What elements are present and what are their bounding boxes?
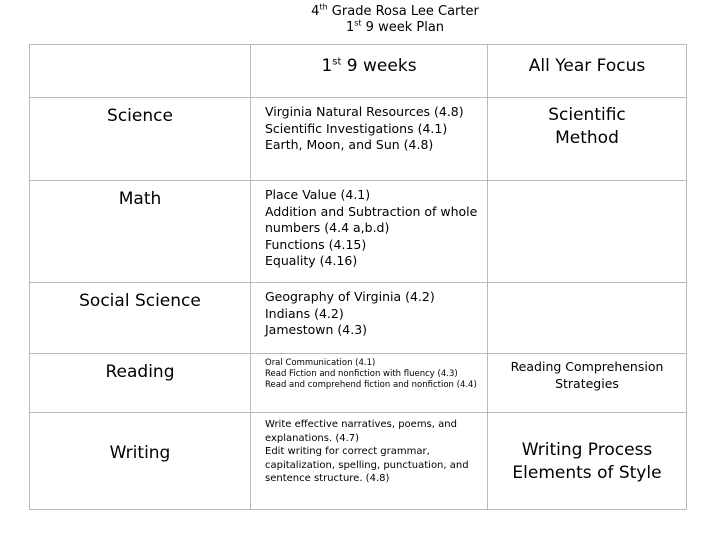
header-nine-weeks-number: 1: [321, 56, 333, 76]
table-header-row: [30, 45, 687, 98]
table-row-social-science: [30, 283, 687, 354]
subject-cell: [30, 283, 251, 354]
topic-item: Read and comprehend fiction and nonfiction (4.4): [265, 380, 477, 390]
focus-line: Reading Comprehension: [510, 359, 664, 374]
topic-item: Addition and Subtraction of whole numbers (4.4 a,b.d): [265, 203, 478, 235]
header-cell-empty: [30, 45, 251, 98]
header-cell-nine-weeks: [251, 45, 488, 98]
focus-text: [488, 354, 686, 392]
title-plan-number: 1: [345, 20, 355, 35]
title-plan-text: 9 week Plan: [361, 20, 445, 35]
focus-cell: [488, 413, 687, 510]
header-nine-weeks-suffix: st: [332, 56, 342, 68]
focus-text: [488, 98, 686, 150]
header-nine-weeks-text: 9 weeks: [341, 56, 417, 76]
title-grade-number: 4: [311, 4, 320, 19]
topics-list: [251, 413, 487, 486]
topic-item: Equality (4.16): [265, 253, 358, 268]
title-grade-suffix: th: [319, 2, 328, 12]
topic-item: Indians (4.2): [265, 305, 344, 321]
focus-text: [488, 413, 686, 485]
topic-item: Virginia Natural Resources (4.8): [265, 104, 464, 119]
topics-list: [251, 283, 487, 339]
topics-list: [251, 181, 487, 270]
subject-label: Math: [118, 189, 162, 209]
focus-line: Elements of Style: [512, 463, 662, 483]
subject-label: Reading: [105, 362, 175, 382]
focus-cell: [488, 283, 687, 354]
topic-item: Earth, Moon, and Sun (4.8): [265, 137, 434, 152]
topics-cell: [251, 98, 488, 181]
subject-cell: [30, 98, 251, 181]
focus-line: Scientific: [548, 105, 626, 125]
subject-label: Writing: [109, 443, 171, 463]
focus-cell: [488, 181, 687, 283]
title-grade-text: Grade Rosa Lee Carter: [327, 4, 479, 19]
topic-item: Jamestown (4.3): [265, 322, 368, 337]
topics-cell: [251, 181, 488, 283]
title-line-grade: [0, 4, 720, 20]
table-row-reading: [30, 354, 687, 413]
subject-label: Social Science: [79, 291, 201, 311]
focus-cell: [488, 354, 687, 413]
topics-list: [251, 354, 487, 391]
topics-cell: [251, 283, 488, 354]
topic-item: Oral Communication (4.1): [265, 358, 376, 368]
topic-item: Geography of Virginia (4.2): [265, 289, 435, 304]
table-row-writing: [30, 413, 687, 510]
topic-item: Edit writing for correct grammar, capitalization, spelling, punctuation, and sentence structure. (4.8): [265, 446, 469, 484]
table-row-science: [30, 98, 687, 181]
topic-item: Write effective narratives, poems, and explanations. (4.7): [265, 419, 457, 444]
subject-cell: [30, 413, 251, 510]
topics-list: [251, 98, 487, 154]
topics-cell: [251, 354, 488, 413]
topic-item: Functions (4.15): [265, 236, 367, 252]
header-cell-all-year-focus: All Year Focus: [488, 45, 687, 98]
title-plan-suffix: st: [354, 18, 362, 28]
focus-line: Writing Process: [521, 440, 653, 460]
table-row-math: [30, 181, 687, 283]
document-title: [0, 4, 720, 36]
subject-cell: [30, 354, 251, 413]
subject-label: Science: [107, 106, 173, 126]
plan-table: [29, 44, 687, 510]
focus-cell: [488, 98, 687, 181]
topic-item: Scientific Investigations (4.1): [265, 120, 448, 136]
title-line-plan: [0, 20, 720, 36]
focus-line: Strategies: [555, 376, 619, 391]
topics-cell: [251, 413, 488, 510]
focus-line: Method: [555, 128, 619, 148]
subject-cell: [30, 181, 251, 283]
topic-item: Read Fiction and nonfiction with fluency (4.3): [265, 369, 458, 379]
topic-item: Place Value (4.1): [265, 187, 371, 202]
